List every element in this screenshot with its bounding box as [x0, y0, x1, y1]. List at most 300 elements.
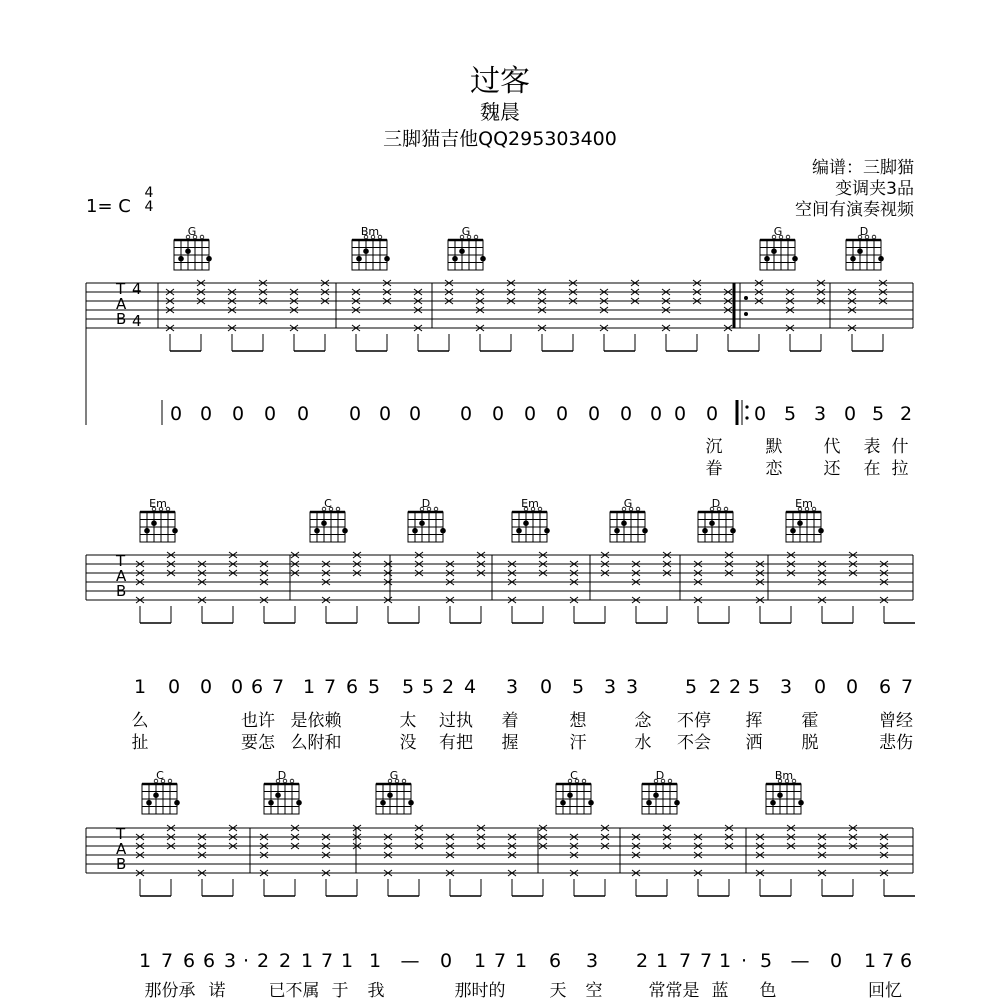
- lyric-line-2: 洒: [745, 733, 763, 753]
- lyric-line-1: 于: [331, 981, 349, 1001]
- strum-mark: [569, 280, 577, 351]
- strum-mark: [477, 552, 485, 623]
- chord-name: Em: [521, 497, 539, 510]
- numbered-note: 0: [199, 403, 213, 425]
- lyric-line-2: 要怎: [241, 733, 275, 753]
- finger-dot: [621, 520, 627, 526]
- finger-dot: [172, 528, 178, 534]
- chord-diagram: [846, 235, 884, 270]
- chord-name: D: [655, 769, 665, 782]
- numbered-note: 0: [555, 403, 569, 425]
- numbered-note: 3: [779, 676, 793, 698]
- strum-mark: [229, 825, 237, 896]
- strum-mark: [476, 289, 511, 351]
- numbered-note: 0: [673, 403, 687, 425]
- lyric-line-1: 天: [549, 981, 567, 1001]
- finger-dot: [146, 800, 152, 806]
- finger-dot: [153, 792, 159, 798]
- tab-clef-row-3: [116, 827, 126, 872]
- tab-ts-bottom: 4: [132, 312, 142, 330]
- lyric-line-2: 没: [399, 733, 417, 753]
- numbered-note: 2: [708, 676, 722, 698]
- numbered-note: 0: [296, 403, 310, 425]
- strum-mark: [786, 289, 821, 351]
- tab-letter-t: T: [116, 280, 126, 298]
- numbered-note: 0: [491, 403, 505, 425]
- lyric-line-2: 扯: [131, 733, 149, 753]
- finger-dot: [185, 248, 191, 254]
- strum-mark: [756, 834, 791, 896]
- chord-diagram: [174, 235, 212, 270]
- strum-mark: [662, 289, 697, 351]
- lyric-line-1: 挥: [745, 711, 763, 731]
- chord-name: Bm: [774, 769, 794, 782]
- finger-dot: [178, 256, 184, 262]
- finger-dot: [151, 520, 157, 526]
- numbered-note: 7: [900, 676, 914, 698]
- numbered-note: 1: [300, 950, 314, 972]
- chord-name: C: [324, 497, 332, 510]
- lyric-line-2: 脱: [801, 733, 819, 753]
- lyric-line-1: 空: [585, 981, 603, 1001]
- chord-diagram: [408, 507, 446, 542]
- chord-diagram: [766, 779, 804, 814]
- lyric-line-1: 什: [891, 437, 909, 457]
- chord-diagram: [264, 779, 302, 814]
- numbered-note: —: [790, 950, 810, 972]
- chord-name: D: [711, 497, 721, 510]
- chord-name: G: [187, 225, 197, 238]
- chord-diagram: [142, 779, 180, 814]
- numbered-note: 1: [340, 950, 354, 972]
- numbered-note: 2: [899, 403, 913, 425]
- numbered-note: 1: [473, 950, 487, 972]
- numbered-note: 2: [728, 676, 742, 698]
- numbered-note: 1: [138, 950, 152, 972]
- strum-mark: [477, 825, 485, 896]
- numbered-note: 2: [278, 950, 292, 972]
- strum-mark: [198, 834, 233, 896]
- numbered-note: 0: [439, 950, 453, 972]
- lyric-line-2: 水: [634, 733, 652, 753]
- finger-dot: [857, 248, 863, 254]
- finger-dot: [709, 520, 715, 526]
- numbered-note: 1: [302, 676, 316, 698]
- strum-mark: [352, 289, 387, 351]
- lyric-line-1: 么: [131, 711, 149, 731]
- lyric-line-1: 念: [634, 711, 652, 731]
- lyric-line-1: 过执: [439, 711, 473, 731]
- numbered-note: 5: [401, 676, 415, 698]
- strum-mark: [383, 280, 391, 351]
- tab-letter-t: T: [116, 825, 126, 843]
- numbered-note: 0: [619, 403, 633, 425]
- numbered-note: 7: [881, 950, 895, 972]
- numbered-note: 0: [263, 403, 277, 425]
- lyric-line-2: 在: [863, 459, 881, 479]
- strum-mark: [632, 561, 667, 623]
- numbered-note: 0: [813, 676, 827, 698]
- chord-diagram: [512, 507, 550, 542]
- lyric-line-1: 色: [759, 981, 777, 1001]
- numbered-note: 6: [878, 676, 892, 698]
- time-signature-top: 4: [144, 185, 154, 201]
- tab-marks: [136, 280, 915, 896]
- strum-mark: [321, 280, 329, 351]
- numbered-note: 0: [199, 676, 213, 698]
- lyric-line-2: 悲伤: [879, 733, 913, 753]
- numbered-note: 5: [759, 950, 773, 972]
- tab-letter-a: A: [116, 840, 127, 858]
- numbered-note: 0: [348, 403, 362, 425]
- strum-mark: [322, 834, 357, 896]
- numbered-note: 5: [783, 403, 797, 425]
- lyric-line-2: 恋: [765, 459, 783, 479]
- finger-dot: [646, 800, 652, 806]
- strum-mark: [570, 834, 605, 896]
- finger-dot: [459, 248, 465, 254]
- lyric-line-1: 表: [863, 437, 881, 457]
- strum-mark: [849, 825, 857, 896]
- lyric-line-1: 回忆: [868, 981, 902, 1001]
- numbered-note: 3: [625, 676, 639, 698]
- strum-mark: [724, 289, 759, 351]
- lyric-line-2: 汗: [569, 733, 587, 753]
- numbered-note: 1: [718, 950, 732, 972]
- strum-mark: [538, 289, 573, 351]
- tab-letter-b: B: [116, 310, 127, 328]
- lyric-line-2: 不会: [677, 733, 711, 753]
- strum-mark: [384, 561, 419, 623]
- finger-dot: [850, 256, 856, 262]
- lyric-line-1: 代: [823, 437, 841, 457]
- numbered-note: 1: [514, 950, 528, 972]
- numbered-note: 1: [133, 676, 147, 698]
- strum-mark: [787, 825, 795, 896]
- lyric-line-1: 我: [367, 981, 385, 1001]
- numbered-note: 3: [813, 403, 827, 425]
- lyric-line-2: 握: [501, 733, 519, 753]
- numbered-note: 0: [753, 403, 767, 425]
- chord-name: C: [156, 769, 164, 782]
- strum-mark: [415, 552, 423, 623]
- numbered-note: 5: [367, 676, 381, 698]
- finger-dot: [792, 256, 798, 262]
- numbered-note: 6: [182, 950, 196, 972]
- numbered-note: 6: [548, 950, 562, 972]
- strum-mark: [136, 834, 171, 896]
- strum-mark: [507, 280, 515, 351]
- lyric-line-1: 那时的: [454, 981, 506, 1001]
- finger-dot: [314, 528, 320, 534]
- lyric-line-1: 太: [399, 711, 417, 731]
- numbered-note: 6: [250, 676, 264, 698]
- chord-diagram: [698, 507, 736, 542]
- key-signature: 1= C: [86, 196, 131, 217]
- numbered-note: 2: [635, 950, 649, 972]
- numbered-note: 7: [678, 950, 692, 972]
- chord-diagram: [786, 507, 824, 542]
- numbered-note: 0: [539, 676, 553, 698]
- finger-dot: [770, 800, 776, 806]
- lyric-line-1: 不停: [677, 711, 711, 731]
- numbered-note: 3: [223, 950, 237, 972]
- numbered-note: 7: [323, 676, 337, 698]
- strum-mark: [818, 834, 853, 896]
- lyric-line-1: 想: [569, 711, 587, 731]
- strum-mark: [260, 834, 295, 896]
- finger-dot: [174, 800, 180, 806]
- numbered-note: 0: [408, 403, 422, 425]
- tab-clef-row-2: [116, 554, 126, 599]
- tab-letter-b: B: [116, 582, 127, 600]
- numbered-note: 1: [368, 950, 382, 972]
- strum-mark: [291, 552, 299, 623]
- numbered-note: 0: [649, 403, 663, 425]
- tab-clef-row-1: [116, 282, 126, 327]
- finger-dot: [419, 520, 425, 526]
- finger-dot: [588, 800, 594, 806]
- numbered-note: 0: [167, 676, 181, 698]
- chord-diagram: [310, 507, 348, 542]
- source-credit: 三脚猫吉他QQ295303400: [383, 128, 617, 150]
- strum-mark: [229, 552, 237, 623]
- numbered-note: 1: [655, 950, 669, 972]
- tab-ts-top: 4: [132, 280, 142, 298]
- numbered-note: ·: [740, 950, 748, 972]
- lyric-line-2: 还: [823, 459, 841, 479]
- finger-dot: [387, 792, 393, 798]
- numbered-note: 0: [845, 676, 859, 698]
- strum-mark: [848, 289, 883, 351]
- finger-dot: [384, 256, 390, 262]
- strum-mark: [818, 561, 853, 623]
- finger-dot: [567, 792, 573, 798]
- finger-dot: [356, 256, 362, 262]
- finger-dot: [268, 800, 274, 806]
- strum-mark: [291, 825, 299, 896]
- numbered-note: 3: [603, 676, 617, 698]
- finger-dot: [544, 528, 550, 534]
- strum-mark: [508, 561, 543, 623]
- lyric-line-1: 默: [765, 437, 783, 457]
- finger-dot: [777, 792, 783, 798]
- numbered-note: 3: [505, 676, 519, 698]
- finger-dot: [653, 792, 659, 798]
- numbered-note: 7: [320, 950, 334, 972]
- strum-mark: [322, 561, 357, 623]
- chord-name: D: [859, 225, 869, 238]
- strum-mark: [787, 552, 795, 623]
- strum-mark: [166, 289, 201, 351]
- strum-mark: [446, 561, 481, 623]
- finger-dot: [452, 256, 458, 262]
- tab-letter-t: T: [116, 552, 126, 570]
- strum-mark: [259, 280, 267, 351]
- chord-name: C: [570, 769, 578, 782]
- numbered-note: 2: [256, 950, 270, 972]
- chord-name: Em: [795, 497, 813, 510]
- chord-name: G: [773, 225, 783, 238]
- strum-mark: [600, 289, 635, 351]
- tab-staff-row-2: [86, 552, 913, 600]
- repeat-sign: [737, 296, 749, 425]
- finger-dot: [878, 256, 884, 262]
- lyric-line-2: 眷: [705, 459, 723, 479]
- video-note: 空间有演奏视频: [795, 200, 914, 220]
- tab-letter-b: B: [116, 855, 127, 873]
- tab-letter-a: A: [116, 567, 127, 585]
- capo-label: 变调夹3品: [835, 179, 914, 199]
- numbered-note: 6: [345, 676, 359, 698]
- numbered-note: 0: [378, 403, 392, 425]
- numbered-note: —: [400, 950, 420, 972]
- chord-name: Em: [149, 497, 167, 510]
- finger-dot: [560, 800, 566, 806]
- finger-dot: [440, 528, 446, 534]
- strum-mark: [880, 834, 915, 896]
- numbered-note: 0: [587, 403, 601, 425]
- finger-dot: [206, 256, 212, 262]
- chord-name: D: [277, 769, 287, 782]
- numbered-note: 3: [585, 950, 599, 972]
- numbered-note: ·: [242, 950, 250, 972]
- lyric-line-1: 也许: [241, 711, 275, 731]
- strum-mark: [880, 561, 915, 623]
- numbered-note: 5: [871, 403, 885, 425]
- finger-dot: [642, 528, 648, 534]
- numbered-note: 5: [421, 676, 435, 698]
- finger-dot: [771, 248, 777, 254]
- strum-mark: [879, 280, 887, 351]
- finger-dot: [412, 528, 418, 534]
- numbered-note: 0: [230, 676, 244, 698]
- finger-dot: [275, 792, 281, 798]
- lyric-line-1: 那份承: [144, 981, 196, 1001]
- numbered-note: 0: [705, 403, 719, 425]
- strum-mark: [725, 552, 733, 623]
- strum-mark: [353, 825, 361, 896]
- song-title: 过客: [470, 64, 530, 99]
- chord-name: Bm: [360, 225, 380, 238]
- strum-mark: [756, 561, 791, 623]
- chord-diagram: [376, 779, 414, 814]
- numbered-note: 1: [863, 950, 877, 972]
- chord-diagram: [760, 235, 798, 270]
- numbered-note: 5: [571, 676, 585, 698]
- numbered-note: 0: [843, 403, 857, 425]
- chord-diagram: [556, 779, 594, 814]
- strum-mark: [663, 552, 671, 623]
- singer-name: 魏晨: [480, 100, 520, 124]
- finger-dot: [342, 528, 348, 534]
- finger-dot: [798, 800, 804, 806]
- strum-mark: [539, 825, 547, 896]
- numbered-note: 0: [459, 403, 473, 425]
- lyric-line-1: 曾经: [879, 711, 913, 731]
- strum-mark: [167, 825, 175, 896]
- numbered-note: 7: [699, 950, 713, 972]
- lyric-line-1: 霍: [801, 711, 819, 731]
- numbered-note: 7: [160, 950, 174, 972]
- strum-mark: [198, 561, 233, 623]
- strum-mark: [694, 834, 729, 896]
- strum-mark: [353, 552, 361, 623]
- chord-diagram: [448, 235, 486, 270]
- finger-dot: [523, 520, 529, 526]
- finger-dot: [702, 528, 708, 534]
- lyric-line-2: 么附和: [290, 733, 342, 753]
- finger-dot: [408, 800, 414, 806]
- numbered-note: 6: [202, 950, 216, 972]
- numbered-note: 6: [899, 950, 913, 972]
- finger-dot: [730, 528, 736, 534]
- finger-dot: [480, 256, 486, 262]
- numbered-note: 7: [493, 950, 507, 972]
- strum-mark: [415, 825, 423, 896]
- arranger-label: 编谱：三脚猫: [812, 158, 914, 178]
- strum-mark: [136, 561, 171, 623]
- chord-name: D: [421, 497, 431, 510]
- tab-letter-a: A: [116, 295, 127, 313]
- numbered-note: 0: [829, 950, 843, 972]
- chord-diagram: [140, 507, 178, 542]
- lyric-line-1: 常常是: [648, 981, 700, 1001]
- finger-dot: [614, 528, 620, 534]
- finger-dot: [380, 800, 386, 806]
- strum-mark: [446, 834, 481, 896]
- lyric-line-2: 拉: [891, 459, 909, 479]
- lyric-line-1: 蓝: [711, 981, 729, 1001]
- strum-mark: [694, 561, 729, 623]
- chord-name: G: [623, 497, 633, 510]
- strum-mark: [290, 289, 325, 351]
- numbered-note: 4: [463, 676, 477, 698]
- strum-mark: [384, 834, 419, 896]
- finger-dot: [790, 528, 796, 534]
- numbered-note: 2: [441, 676, 455, 698]
- chord-diagram: [642, 779, 680, 814]
- strum-mark: [167, 552, 175, 623]
- strum-mark: [631, 280, 639, 351]
- strum-mark: [601, 825, 609, 896]
- lyric-line-1: 是依赖: [290, 711, 342, 731]
- strum-mark: [601, 552, 609, 623]
- finger-dot: [363, 248, 369, 254]
- strum-mark: [445, 280, 453, 351]
- finger-dot: [144, 528, 150, 534]
- chord-diagram: [610, 507, 648, 542]
- finger-dot: [764, 256, 770, 262]
- strum-mark: [817, 280, 825, 351]
- strum-mark: [539, 552, 547, 623]
- numbered-note: 5: [684, 676, 698, 698]
- strum-mark: [632, 834, 667, 896]
- chord-diagram: [352, 235, 390, 270]
- finger-dot: [674, 800, 680, 806]
- lyric-line-2: 有把: [439, 733, 473, 753]
- chord-name: G: [389, 769, 399, 782]
- time-signature-bottom: 4: [144, 199, 154, 215]
- strum-mark: [197, 280, 205, 351]
- strum-mark: [693, 280, 701, 351]
- lyric-line-1: 已不属: [268, 981, 320, 1001]
- chord-name: G: [461, 225, 471, 238]
- finger-dot: [296, 800, 302, 806]
- tab-staff-row-3: [86, 825, 913, 873]
- numbered-note: 0: [523, 403, 537, 425]
- finger-dot: [818, 528, 824, 534]
